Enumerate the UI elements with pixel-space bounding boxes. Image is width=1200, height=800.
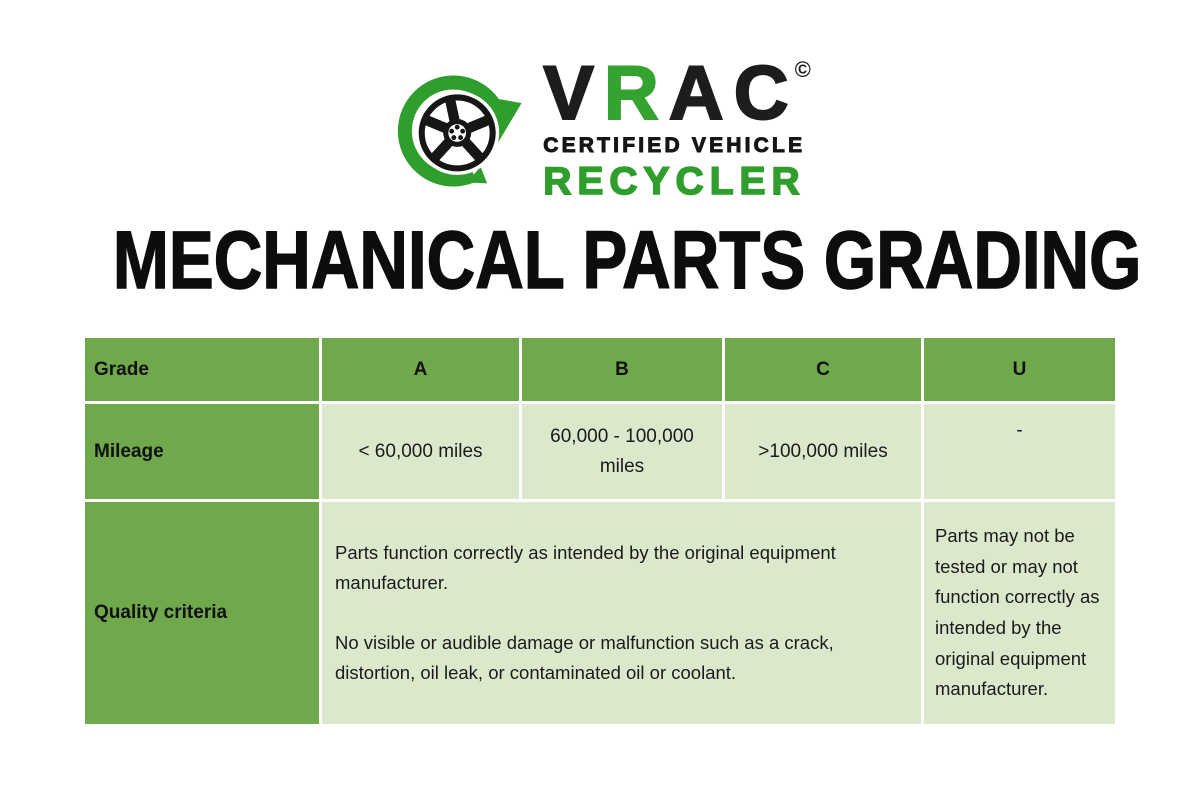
header-col-c: C [725, 338, 921, 401]
logo [0, 50, 1200, 204]
logo-letter-c: C [733, 50, 799, 136]
logo-text [543, 50, 811, 204]
logo-letter-r: R [603, 50, 669, 136]
row-label-mileage: Mileage [85, 404, 319, 499]
title-row [0, 215, 1200, 306]
logo-letter-a: A [668, 50, 734, 136]
recycler-wheel-arrow-icon [389, 62, 531, 202]
copyright-symbol: © [794, 56, 811, 82]
quality-grades-abc [322, 502, 921, 724]
header-col-u: U [924, 338, 1115, 401]
mileage-grade-b: 60,000 - 100,000 miles [522, 404, 722, 499]
quality-grade-u: Parts may not be tested or may not function correctly as intended by the original equipment manufacturer. [924, 502, 1115, 724]
page-title: MECHANICAL PARTS GRADING [112, 215, 1142, 306]
mileage-grade-u: - [924, 404, 1115, 499]
mileage-grade-c: >100,000 miles [725, 404, 921, 499]
logo-subtitle: CERTIFIED VEHICLE [543, 134, 806, 158]
logo-letter-v: V [543, 50, 604, 136]
quality-abc-paragraph-2: No visible or audible damage or malfunction such as a crack, distortion, oil leak, or contaminated oil or coolant. [335, 631, 834, 683]
grading-table [85, 338, 1115, 724]
quality-abc-paragraph-1: Parts function correctly as intended by the original equipment manufacturer. [335, 542, 836, 594]
row-label-quality-criteria: Quality criteria [85, 502, 319, 724]
header-col-b: B [522, 338, 722, 401]
logo-brand [543, 50, 811, 136]
logo-tagline: RECYCLER [543, 160, 806, 204]
mileage-grade-a: < 60,000 miles [322, 404, 519, 499]
header-grade-label: Grade [85, 338, 319, 401]
header-col-a: A [322, 338, 519, 401]
